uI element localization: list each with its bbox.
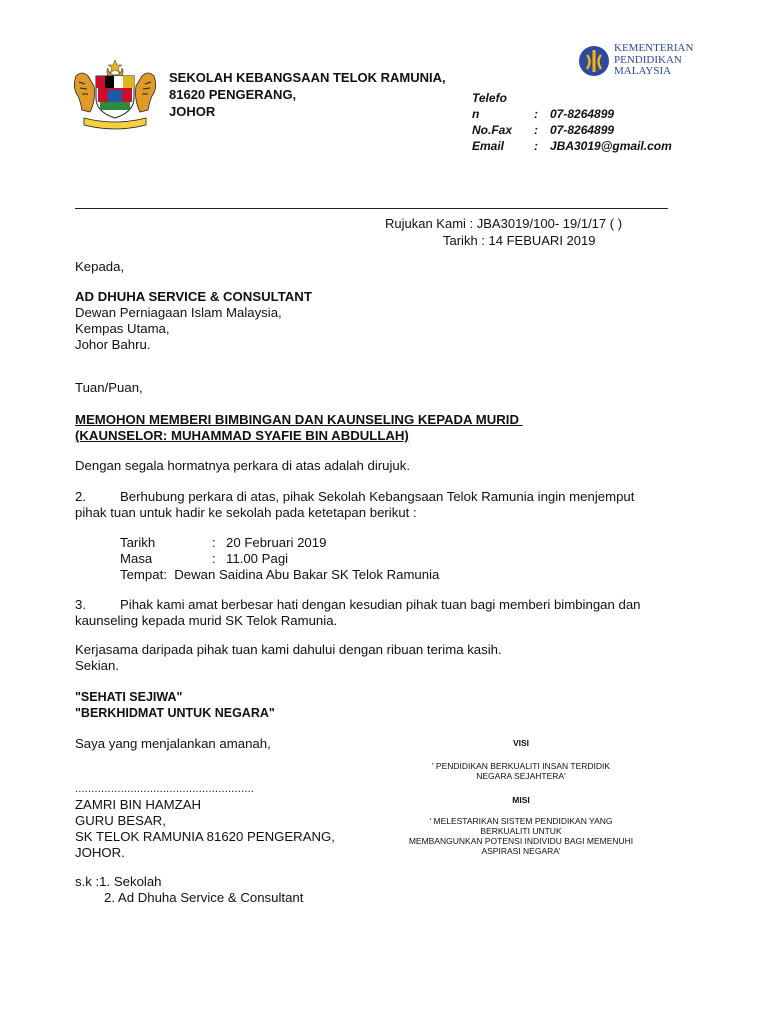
detail-date-label: Tarikh <box>120 535 156 550</box>
cc-line1: s.k :1. Sekolah <box>75 874 162 889</box>
ministry-name-line3: MALAYSIA <box>614 65 672 77</box>
school-state: JOHOR <box>169 104 216 119</box>
paragraph-3-line2: kaunseling kepada murid SK Telok Ramunia. <box>75 613 338 628</box>
ministry-logo <box>578 42 708 82</box>
mission-block <box>371 795 671 856</box>
fax-label: No.Fax <box>472 123 513 137</box>
contact-phone <box>472 90 672 122</box>
signatory-block <box>75 797 335 861</box>
motto-1: "SEHATI SEJIWA" <box>75 690 183 704</box>
detail-time-label: Masa <box>120 551 153 566</box>
ministry-name-line1: KEMENTERIAN <box>614 42 694 54</box>
paragraph-2-line2: pihak tuan untuk hadir ke sekolah pada ketetapan berikut : <box>75 505 417 520</box>
detail-time-value: 11.00 Pagi <box>226 551 289 566</box>
cc-line2: 2. Ad Dhuha Service & Consultant <box>104 890 304 905</box>
school-name: SEKOLAH KEBANGSAAN TELOK RAMUNIA, <box>169 70 446 85</box>
closing-phrase: Saya yang menjalankan amanah, <box>75 736 271 751</box>
coat-of-arms-logo <box>70 58 160 130</box>
paragraph-1: Dengan segala hormatnya perkara di atas adalah dirujuk. <box>75 458 411 473</box>
fax-value: 07-8264899 <box>550 123 615 137</box>
vision-block <box>371 738 671 781</box>
paragraph-3-line1: Pihak kami amat berbesar hati dengan kesudian pihak tuan bagi memberi bimbingan dan <box>120 597 641 612</box>
vision-heading: VISI <box>512 738 530 748</box>
vision-line1: ' PENDIDIKAN BERKUALITI INSAN TERDIDIK <box>431 761 611 771</box>
paragraph-2-number: 2. <box>75 489 86 504</box>
recipient-address2: Kempas Utama, <box>75 321 170 336</box>
mission-heading: MISI <box>512 795 530 805</box>
mission-line3: MEMBANGUNKAN POTENSI INDIVIDU BAGI MEMENUHI <box>408 836 634 846</box>
phone-value: 07-8264899 <box>550 107 615 121</box>
paragraph-2-line1: Berhubung perkara di atas, pihak Sekolah Kebangsaan Telok Ramunia ingin menjemput <box>120 489 635 504</box>
mission-line2: BERKUALITI UNTUK <box>480 826 562 836</box>
vision-line2: NEGARA SEJAHTERA' <box>476 771 566 781</box>
signatory-address2: JOHOR. <box>75 845 125 860</box>
subject-line2: (KAUNSELOR: MUHAMMAD SYAFIE BIN ABDULLAH) <box>75 428 409 443</box>
email-label: Email <box>472 139 505 153</box>
motto-2: "BERKHIDMAT UNTUK NEGARA" <box>75 706 275 720</box>
fax-sep: : <box>534 123 538 137</box>
recipient-name: AD DHUHA SERVICE & CONSULTANT <box>75 289 312 304</box>
contact-fax <box>472 122 672 138</box>
recipient-block <box>75 289 312 353</box>
subject-line1: MEMOHON MEMBERI BIMBINGAN DAN KAUNSELING KEPADA MURID <box>75 412 523 427</box>
salutation: Tuan/Puan, <box>75 380 143 395</box>
contact-block <box>472 90 672 154</box>
mission-line4: ASPIRASI NEGARA' <box>481 846 561 856</box>
detail-row-time <box>120 551 439 567</box>
signatory-address1: SK TELOK RAMUNIA 81620 PENGERANG, <box>75 829 335 844</box>
reference-block <box>385 215 622 249</box>
detail-row-venue: Tempat: Dewan Saidina Abu Bakar SK Telok Ramunia <box>120 567 440 582</box>
header-divider <box>75 208 668 209</box>
signatory-title: GURU BESAR, <box>75 813 166 828</box>
detail-date-colon: : <box>212 535 216 550</box>
phone-label: Telefo n <box>472 91 507 121</box>
email-sep: : <box>534 139 538 153</box>
detail-date-value: 20 Februari 2019 <box>226 535 327 550</box>
signature-line: ....................................................... <box>75 783 255 795</box>
school-postcode: 81620 PENGERANG, <box>169 87 297 102</box>
event-details <box>120 535 439 583</box>
contact-email <box>472 138 672 154</box>
closing-line2: Sekian. <box>75 658 119 673</box>
email-value: JBA3019@gmail.com <box>550 139 672 153</box>
signatory-name: ZAMRI BIN HAMZAH <box>75 797 202 812</box>
phone-sep: : <box>534 107 538 121</box>
kepada: Kepada, <box>75 259 125 274</box>
paragraph-3-number: 3. <box>75 597 86 612</box>
closing-line1: Kerjasama daripada pihak tuan kami dahului dengan ribuan terima kasih. <box>75 642 502 657</box>
letter-date: Tarikh : 14 FEBUARI 2019 <box>443 233 596 248</box>
reference-number: Rujukan Kami : JBA3019/100- 19/1/17 ( ) <box>385 216 623 231</box>
ministry-name-line2: PENDIDIKAN <box>614 53 682 66</box>
detail-row-date <box>120 535 439 551</box>
recipient-address1: Dewan Perniagaan Islam Malaysia, <box>75 305 282 320</box>
detail-time-colon: : <box>212 551 216 566</box>
mission-line1: ' MELESTARIKAN SISTEM PENDIDIKAN YANG <box>429 816 613 826</box>
school-header <box>169 69 446 120</box>
recipient-address3: Johor Bahru. <box>75 337 151 352</box>
